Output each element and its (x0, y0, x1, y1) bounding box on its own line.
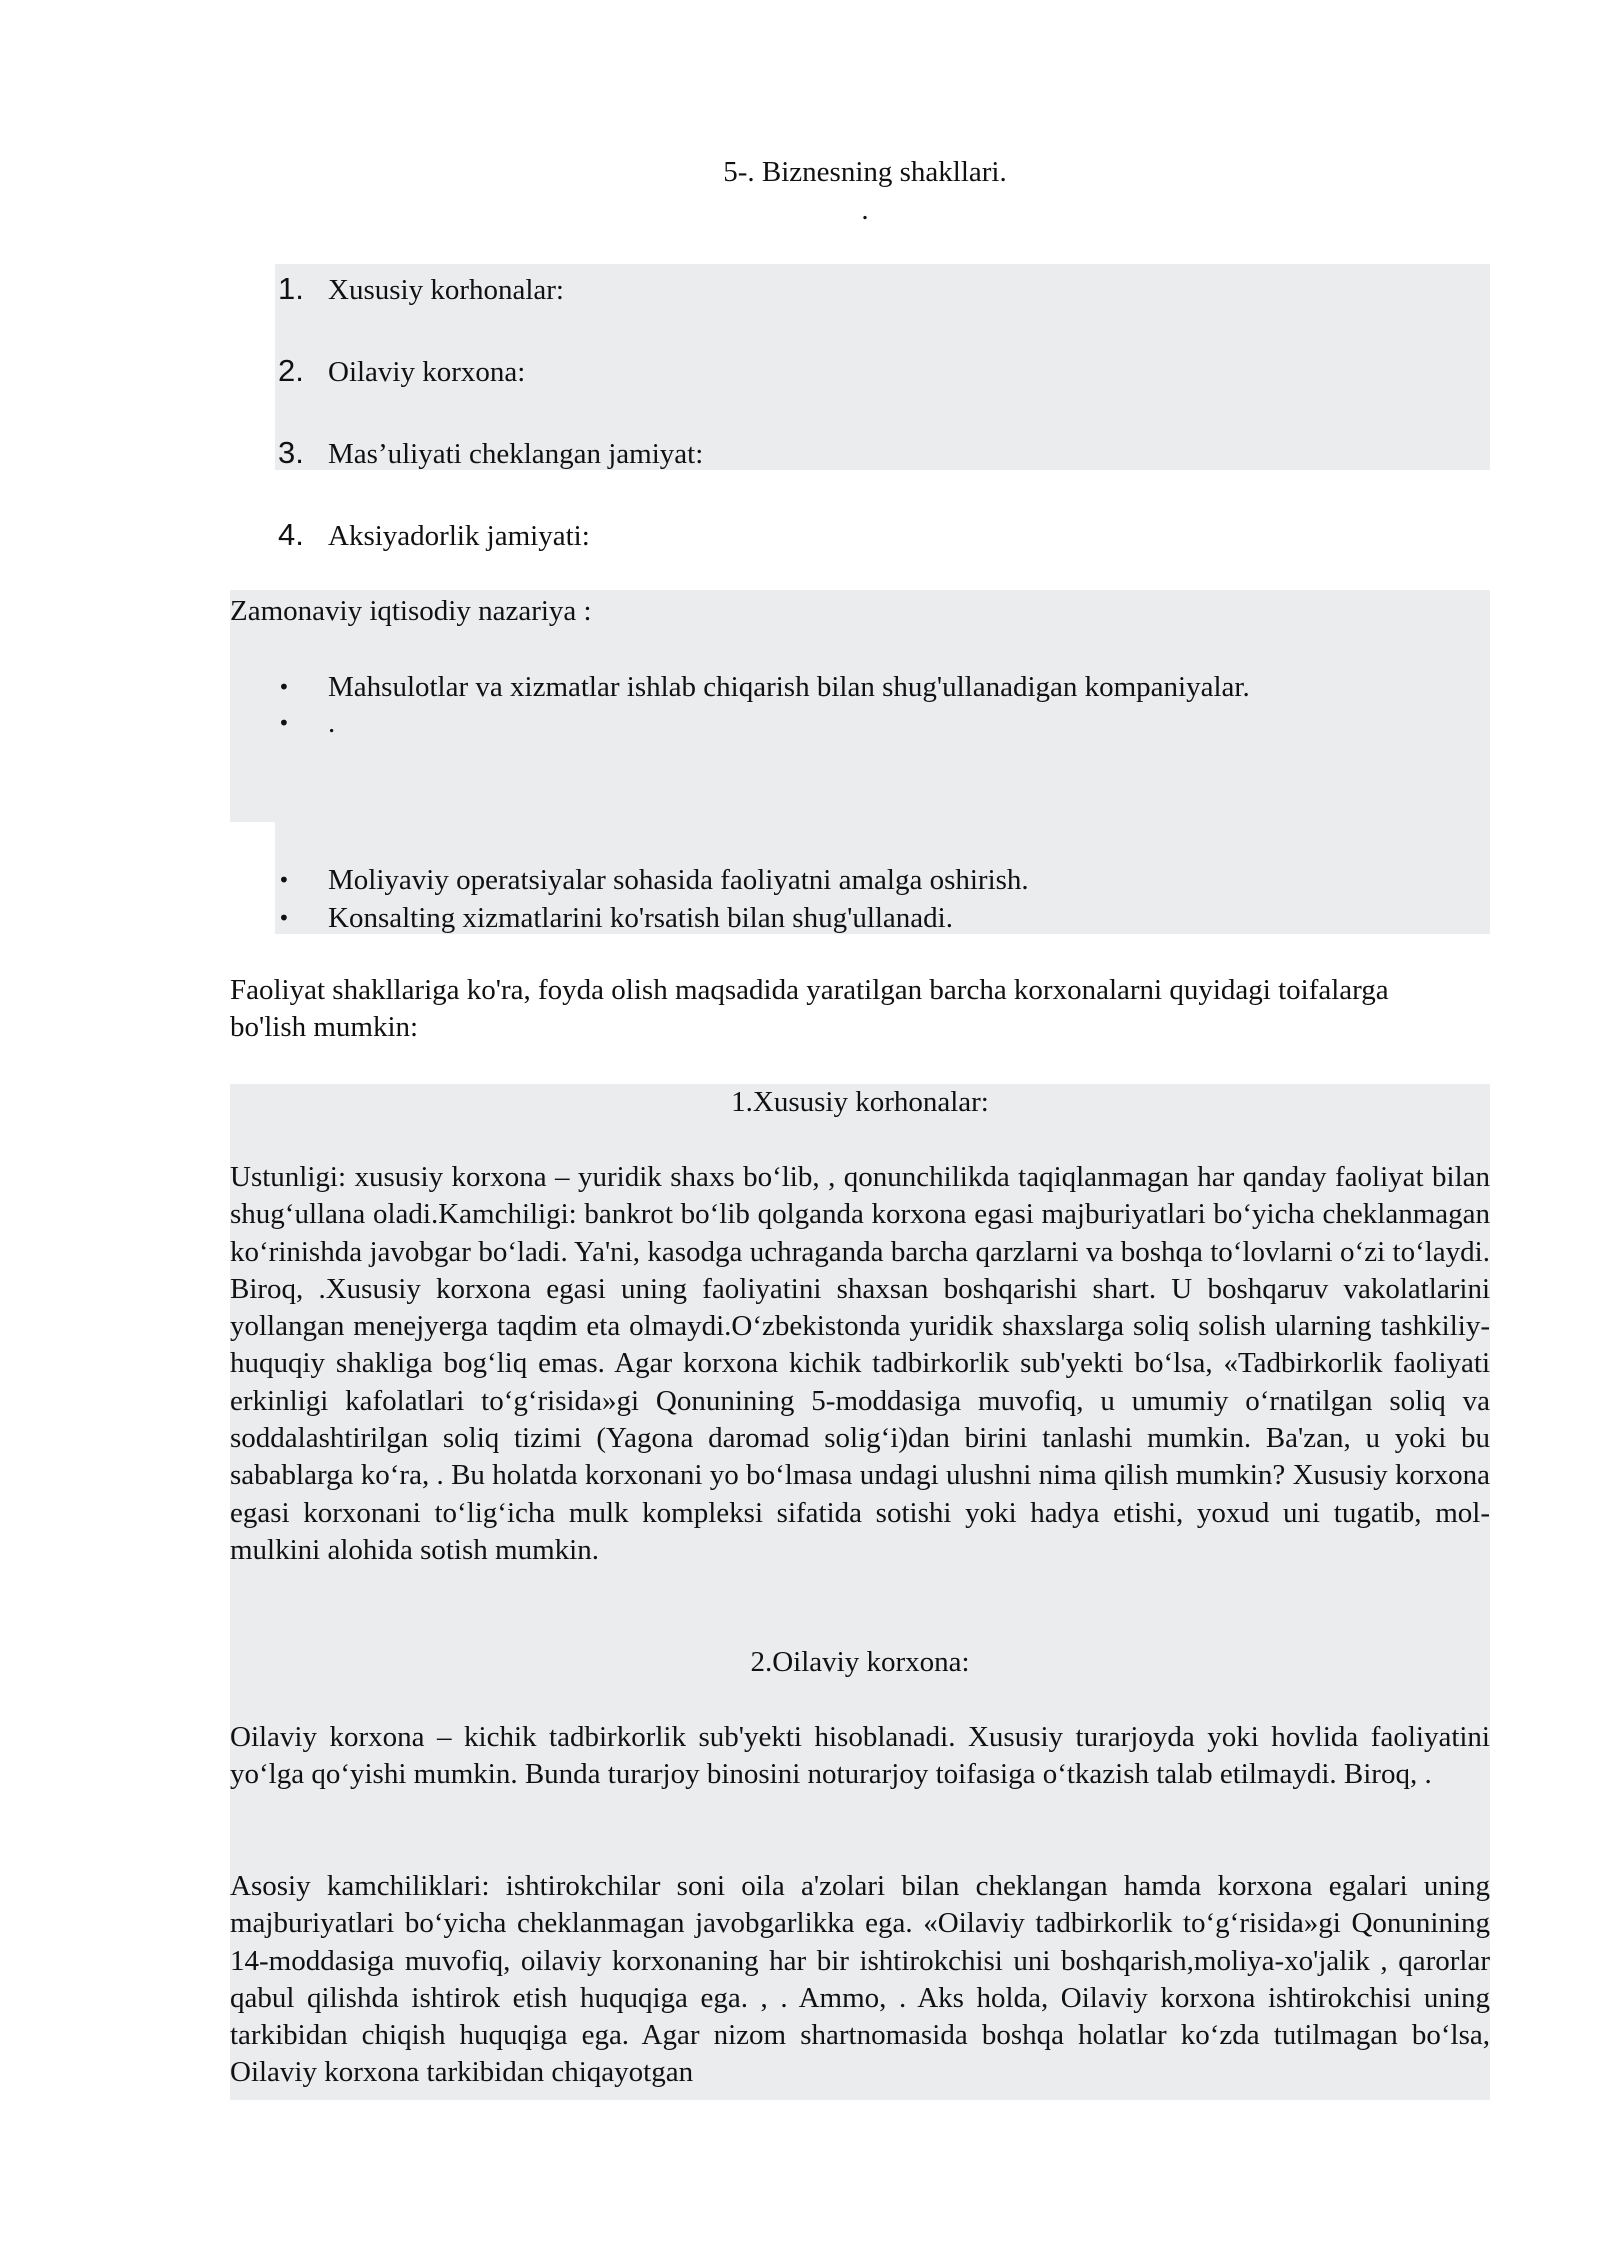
section-2-paragraph-1: Oilaviy korxona – kichik tadbirkorlik sub'yekti hisoblanadi. Xususiy turarjoyda yoki hovlida faoliyatini yo‘lga qo‘yishi mumkin. Bunda turarjoy binosini noturarjoy toifasiga o‘tkazish talab etilmaydi. Biroq, . (230, 1721, 1490, 1791)
section-1-title: 1.Xususiy korhonalar: (731, 1086, 989, 1118)
bullet-marker: • (278, 868, 290, 892)
list-item: Mas’uliyati cheklangan jamiyat: (328, 438, 704, 470)
bullet-marker: • (278, 675, 290, 699)
section-2-paragraph-2: Asosiy kamchiliklari: ishtirokchilar soni oila a'zolari bilan cheklangan hamda korxona egalari uning majburiyatlari bo‘yicha cheklanmagan javobgarlikka ega. «Oilaviy tadbirkorlik to‘g‘risida»gi Qonunining 14-moddasiga muvofiq, oilaviy korxonaning har bir ishtirokchisi uni boshqarish,moliya-xo'jalik , qarorlar qabul qilishda ishtirok etish huquqiga ega. , . Ammo, . Aks holda, Oilaviy korxona ishtirokchisi uning tarkibidan chiqish huquqiga ega. Agar nizom shartnomasida boshqa holatlar ko‘zda tutilmagan bo‘lsa, Oilaviy korxona tarkibidan chiqayotgan (230, 1870, 1490, 2089)
list-number: 3. (278, 435, 304, 470)
list-number: 1. (278, 271, 304, 306)
list-number: 2. (278, 353, 304, 388)
page-title: 5-. Biznesning shakllari. (723, 156, 1007, 188)
section-1-paragraph: Ustunligi: xususiy korxona – yuridik shaxs bo‘lib, , qonunchilikda taqiqlanmagan har qanday faoliyat bilan shug‘ullana oladi.Kamchiligi: bankrot bo‘lib qolganda korxona egasi majburiyatlari bo‘yicha cheklanmagan ko‘rinishda javobgar bo‘ladi. Ya'ni, kasodga uchraganda barcha qarzlarni va boshqa to‘lovlarni o‘zi to‘laydi. Biroq, .Xususiy korxona egasi uning faoliyatini shaxsan boshqarishi shart. U boshqaruv vakolatlarini yollangan menejyerga taqdim eta olmaydi.O‘zbekistonda yuridik shaxslarga soliq solish ularning tashkiliy-huquqiy shakliga bog‘liq emas. Agar korxona kichik tadbirkorlik sub'yekti bo‘lsa, «Tadbirkorlik faoliyati erkinligi kafolatlari to‘g‘risida»gi Qonunining 5-moddasiga muvofiq, u umumiy o‘rnatilgan soliq va soddalashtirilgan soliq tizimi (Yagona daromad solig‘i)dan birini tanlashi mumkin. Ba'zan, u yoki bu sabablarga ko‘ra, . Bu holatda korxonani yo bo‘lmasa undagi ulushni nima qilish mumkin? Xususiy korxona egasi korxonani to‘lig‘icha mulk kompleksi sifatida sotishi yoki hadya etishi, yoxud uni tugatib, mol-mulkini alohida sotish mumkin. (230, 1161, 1490, 1566)
bullet-item: Konsalting xizmatlarini ko'rsatish bilan shug'ullanadi. (328, 902, 953, 934)
list-item: Xususiy korhonalar: (328, 274, 564, 306)
intro-paragraph: Faoliyat shakllariga ko'ra, foyda olish maqsadida yaratilgan barcha korxonalarni quyidagi toifalarga bo'lish mumkin: (230, 974, 1389, 1044)
list-number: 4. (278, 517, 304, 552)
bullet-item: Moliyaviy operatsiyalar sohasida faoliyatni amalga oshirish. (328, 864, 1029, 896)
list-item: Oilaviy korxona: (328, 356, 526, 388)
theory-heading: Zamonaviy iqtisodiy nazariya : (230, 595, 592, 627)
bullet-item: . (328, 707, 336, 739)
bullet-item: Mahsulotlar va xizmatlar ishlab chiqarish bilan shug'ullanadigan kompaniyalar. (328, 671, 1250, 703)
highlight-block-theory-gap (230, 740, 1490, 822)
bullet-marker: • (278, 906, 290, 930)
list-item: Aksiyadorlik jamiyati: (328, 520, 590, 552)
title-dot: . (861, 194, 869, 226)
bullet-marker: • (278, 711, 290, 735)
section-2-title: 2.Oilaviy korxona: (750, 1646, 970, 1678)
